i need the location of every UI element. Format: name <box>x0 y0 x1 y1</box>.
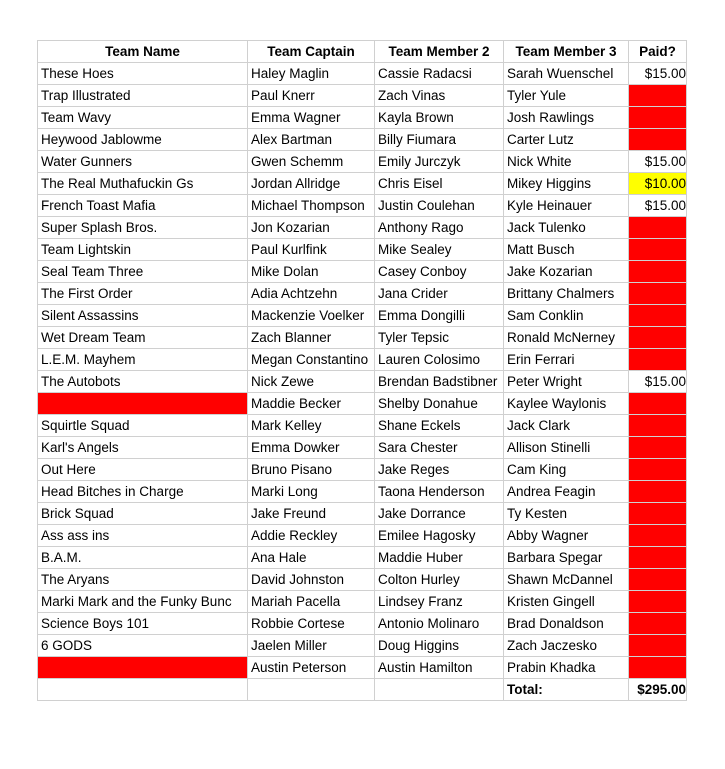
table-row <box>38 327 687 349</box>
paid-cell[interactable] <box>629 261 687 283</box>
team-name-cell[interactable]: Out Here <box>38 459 248 481</box>
team-name-cell[interactable]: These Hoes <box>38 63 248 85</box>
team-captain-cell[interactable]: Bruno Pisano <box>248 459 375 481</box>
team-member-2-cell[interactable]: Casey Conboy <box>375 261 504 283</box>
paid-cell[interactable] <box>629 635 687 657</box>
paid-cell[interactable] <box>629 613 687 635</box>
team-captain-cell[interactable]: David Johnston <box>248 569 375 591</box>
team-member-2-cell[interactable]: Kayla Brown <box>375 107 504 129</box>
paid-cell[interactable]: $15.00 <box>629 151 687 173</box>
team-member-3-cell[interactable]: Zach Jaczesko <box>504 635 629 657</box>
team-member-3-cell[interactable]: Shawn McDannel <box>504 569 629 591</box>
table-row <box>38 393 687 415</box>
team-member-2-cell[interactable]: Jake Reges <box>375 459 504 481</box>
table-row <box>38 635 687 657</box>
team-captain-cell[interactable]: Jaelen Miller <box>248 635 375 657</box>
table-row <box>38 525 687 547</box>
team-captain-cell[interactable]: Marki Long <box>248 481 375 503</box>
team-member-3-cell[interactable]: Barbara Spegar <box>504 547 629 569</box>
table-row <box>38 349 687 371</box>
team-member-3-cell[interactable]: Prabin Khadka <box>504 657 629 679</box>
team-name-cell[interactable] <box>38 657 248 679</box>
table-row <box>38 305 687 327</box>
team-member-3-cell[interactable]: Andrea Feagin <box>504 481 629 503</box>
team-member-3-cell[interactable]: Tyler Yule <box>504 85 629 107</box>
table-row <box>38 107 687 129</box>
table-row <box>38 239 687 261</box>
team-member-3-cell[interactable]: Jack Clark <box>504 415 629 437</box>
team-name-cell[interactable]: Head Bitches in Charge <box>38 481 248 503</box>
team-name-cell[interactable]: The Autobots <box>38 371 248 393</box>
team-captain-cell[interactable]: Megan Constantino <box>248 349 375 371</box>
header-team-member-2[interactable]: Team Member 2 <box>375 41 504 63</box>
team-member-3-cell[interactable]: Brad Donaldson <box>504 613 629 635</box>
team-name-cell[interactable]: L.E.M. Mayhem <box>38 349 248 371</box>
team-captain-cell[interactable]: Haley Maglin <box>248 63 375 85</box>
team-member-3-cell[interactable]: Ty Kesten <box>504 503 629 525</box>
team-name-cell[interactable]: B.A.M. <box>38 547 248 569</box>
team-member-2-cell[interactable]: Shelby Donahue <box>375 393 504 415</box>
team-member-3-cell[interactable]: Jack Tulenko <box>504 217 629 239</box>
team-member-3-cell[interactable]: Abby Wagner <box>504 525 629 547</box>
team-member-3-cell[interactable]: Josh Rawlings <box>504 107 629 129</box>
team-member-3-cell[interactable]: Allison Stinelli <box>504 437 629 459</box>
table-row <box>38 85 687 107</box>
team-name-cell[interactable]: Water Gunners <box>38 151 248 173</box>
team-captain-cell[interactable]: Robbie Cortese <box>248 613 375 635</box>
team-captain-cell[interactable]: Ana Hale <box>248 547 375 569</box>
team-member-2-cell[interactable]: Emilee Hagosky <box>375 525 504 547</box>
team-name-cell[interactable]: Brick Squad <box>38 503 248 525</box>
team-captain-cell[interactable]: Paul Knerr <box>248 85 375 107</box>
team-member-2-cell[interactable]: Austin Hamilton <box>375 657 504 679</box>
team-member-3-cell[interactable]: Jake Kozarian <box>504 261 629 283</box>
total-row <box>38 679 687 701</box>
team-name-cell[interactable]: Super Splash Bros. <box>38 217 248 239</box>
team-member-3-cell[interactable]: Sam Conklin <box>504 305 629 327</box>
total-label[interactable]: Total: <box>504 679 629 701</box>
paid-cell[interactable] <box>629 283 687 305</box>
team-member-2-cell[interactable]: Emily Jurczyk <box>375 151 504 173</box>
team-member-2-cell[interactable]: Tyler Tepsic <box>375 327 504 349</box>
team-name-cell[interactable]: Silent Assassins <box>38 305 248 327</box>
paid-cell[interactable] <box>629 217 687 239</box>
total-value[interactable]: $295.00 <box>629 679 687 701</box>
paid-cell[interactable] <box>629 657 687 679</box>
team-name-cell[interactable]: 6 GODS <box>38 635 248 657</box>
table-row <box>38 151 687 173</box>
team-captain-cell[interactable]: Mackenzie Voelker <box>248 305 375 327</box>
team-name-cell[interactable]: Karl's Angels <box>38 437 248 459</box>
team-member-2-cell[interactable]: Antonio Molinaro <box>375 613 504 635</box>
team-name-cell[interactable]: Science Boys 101 <box>38 613 248 635</box>
team-member-2-cell[interactable]: Doug Higgins <box>375 635 504 657</box>
table-row <box>38 481 687 503</box>
table-row <box>38 283 687 305</box>
team-captain-cell[interactable]: Michael Thompson <box>248 195 375 217</box>
paid-cell[interactable]: $15.00 <box>629 195 687 217</box>
team-captain-cell[interactable]: Adia Achtzehn <box>248 283 375 305</box>
paid-cell[interactable]: $15.00 <box>629 63 687 85</box>
team-member-2-cell[interactable]: Billy Fiumara <box>375 129 504 151</box>
team-name-cell[interactable]: Seal Team Three <box>38 261 248 283</box>
team-captain-cell[interactable]: Gwen Schemm <box>248 151 375 173</box>
paid-cell[interactable] <box>629 239 687 261</box>
header-team-captain[interactable]: Team Captain <box>248 41 375 63</box>
team-captain-cell[interactable]: Jake Freund <box>248 503 375 525</box>
table-row <box>38 415 687 437</box>
team-member-2-cell[interactable]: Emma Dongilli <box>375 305 504 327</box>
team-captain-cell[interactable]: Nick Zewe <box>248 371 375 393</box>
table-row <box>38 613 687 635</box>
team-member-2-cell[interactable]: Maddie Huber <box>375 547 504 569</box>
paid-cell[interactable] <box>629 305 687 327</box>
team-name-cell[interactable]: Team Lightskin <box>38 239 248 261</box>
team-member-2-cell[interactable]: Jake Dorrance <box>375 503 504 525</box>
team-member-3-cell[interactable]: Peter Wright <box>504 371 629 393</box>
team-member-2-cell[interactable]: Chris Eisel <box>375 173 504 195</box>
table-row <box>38 217 687 239</box>
paid-cell[interactable] <box>629 459 687 481</box>
table-row <box>38 547 687 569</box>
paid-cell[interactable] <box>629 569 687 591</box>
team-captain-cell[interactable]: Maddie Becker <box>248 393 375 415</box>
table-row <box>38 569 687 591</box>
team-member-2-cell[interactable]: Cassie Radacsi <box>375 63 504 85</box>
team-roster-table <box>37 40 687 701</box>
team-member-3-cell[interactable]: Mikey Higgins <box>504 173 629 195</box>
paid-cell[interactable]: $15.00 <box>629 371 687 393</box>
paid-cell[interactable] <box>629 415 687 437</box>
team-captain-cell[interactable]: Mariah Pacella <box>248 591 375 613</box>
team-captain-cell[interactable]: Jordan Allridge <box>248 173 375 195</box>
table-row <box>38 437 687 459</box>
team-member-2-cell[interactable]: Shane Eckels <box>375 415 504 437</box>
total-empty-cell[interactable] <box>248 679 375 701</box>
total-empty-cell[interactable] <box>38 679 248 701</box>
table-row <box>38 657 687 679</box>
total-empty-cell[interactable] <box>375 679 504 701</box>
team-name-cell[interactable]: Trap Illustrated <box>38 85 248 107</box>
table-row <box>38 261 687 283</box>
team-member-3-cell[interactable]: Matt Busch <box>504 239 629 261</box>
team-name-cell[interactable]: The First Order <box>38 283 248 305</box>
team-captain-cell[interactable]: Emma Dowker <box>248 437 375 459</box>
team-member-2-cell[interactable]: Anthony Rago <box>375 217 504 239</box>
team-captain-cell[interactable]: Paul Kurlfink <box>248 239 375 261</box>
team-member-2-cell[interactable]: Taona Henderson <box>375 481 504 503</box>
team-captain-cell[interactable]: Austin Peterson <box>248 657 375 679</box>
table-row <box>38 591 687 613</box>
team-member-3-cell[interactable]: Kyle Heinauer <box>504 195 629 217</box>
table-row <box>38 371 687 393</box>
paid-cell[interactable] <box>629 129 687 151</box>
team-captain-cell[interactable]: Zach Blanner <box>248 327 375 349</box>
team-member-3-cell[interactable]: Kristen Gingell <box>504 591 629 613</box>
team-member-3-cell[interactable]: Brittany Chalmers <box>504 283 629 305</box>
table-row <box>38 173 687 195</box>
paid-cell[interactable] <box>629 107 687 129</box>
team-name-cell[interactable]: Team Wavy <box>38 107 248 129</box>
team-captain-cell[interactable]: Jon Kozarian <box>248 217 375 239</box>
team-member-2-cell[interactable]: Brendan Badstibner <box>375 371 504 393</box>
paid-cell[interactable] <box>629 393 687 415</box>
paid-cell[interactable] <box>629 349 687 371</box>
team-name-cell[interactable]: The Aryans <box>38 569 248 591</box>
table-row <box>38 195 687 217</box>
team-member-3-cell[interactable]: Sarah Wuenschel <box>504 63 629 85</box>
paid-cell[interactable] <box>629 547 687 569</box>
team-member-3-cell[interactable]: Carter Lutz <box>504 129 629 151</box>
team-name-cell[interactable]: Heywood Jablowme <box>38 129 248 151</box>
team-captain-cell[interactable]: Alex Bartman <box>248 129 375 151</box>
team-captain-cell[interactable]: Mike Dolan <box>248 261 375 283</box>
team-name-cell[interactable]: French Toast Mafia <box>38 195 248 217</box>
team-member-3-cell[interactable]: Cam King <box>504 459 629 481</box>
team-member-2-cell[interactable]: Zach Vinas <box>375 85 504 107</box>
team-captain-cell[interactable]: Emma Wagner <box>248 107 375 129</box>
table-row <box>38 459 687 481</box>
table-body <box>38 63 687 679</box>
team-member-2-cell[interactable]: Lauren Colosimo <box>375 349 504 371</box>
paid-cell[interactable] <box>629 85 687 107</box>
header-team-name[interactable]: Team Name <box>38 41 248 63</box>
paid-cell[interactable] <box>629 503 687 525</box>
team-member-3-cell[interactable]: Ronald McNerney <box>504 327 629 349</box>
team-member-3-cell[interactable]: Nick White <box>504 151 629 173</box>
table-row <box>38 129 687 151</box>
paid-cell[interactable] <box>629 591 687 613</box>
header-team-member-3[interactable]: Team Member 3 <box>504 41 629 63</box>
team-captain-cell[interactable]: Mark Kelley <box>248 415 375 437</box>
header-paid[interactable]: Paid? <box>629 41 687 63</box>
team-name-cell[interactable]: The Real Muthafuckin Gs <box>38 173 248 195</box>
team-member-3-cell[interactable]: Erin Ferrari <box>504 349 629 371</box>
team-member-2-cell[interactable]: Lindsey Franz <box>375 591 504 613</box>
team-member-2-cell[interactable]: Colton Hurley <box>375 569 504 591</box>
team-member-2-cell[interactable]: Justin Coulehan <box>375 195 504 217</box>
paid-cell[interactable] <box>629 437 687 459</box>
team-member-2-cell[interactable]: Sara Chester <box>375 437 504 459</box>
table-row <box>38 503 687 525</box>
header-row <box>38 41 687 63</box>
team-member-2-cell[interactable]: Mike Sealey <box>375 239 504 261</box>
team-name-cell[interactable]: Wet Dream Team <box>38 327 248 349</box>
team-name-cell[interactable]: Ass ass ins <box>38 525 248 547</box>
team-member-2-cell[interactable]: Jana Crider <box>375 283 504 305</box>
team-name-cell[interactable]: Squirtle Squad <box>38 415 248 437</box>
paid-cell[interactable]: $10.00 <box>629 173 687 195</box>
table-row <box>38 63 687 85</box>
team-name-cell[interactable]: Marki Mark and the Funky Bunc <box>38 591 248 613</box>
paid-cell[interactable] <box>629 481 687 503</box>
paid-cell[interactable] <box>629 327 687 349</box>
paid-cell[interactable] <box>629 525 687 547</box>
team-name-cell[interactable] <box>38 393 248 415</box>
team-captain-cell[interactable]: Addie Reckley <box>248 525 375 547</box>
team-member-3-cell[interactable]: Kaylee Waylonis <box>504 393 629 415</box>
